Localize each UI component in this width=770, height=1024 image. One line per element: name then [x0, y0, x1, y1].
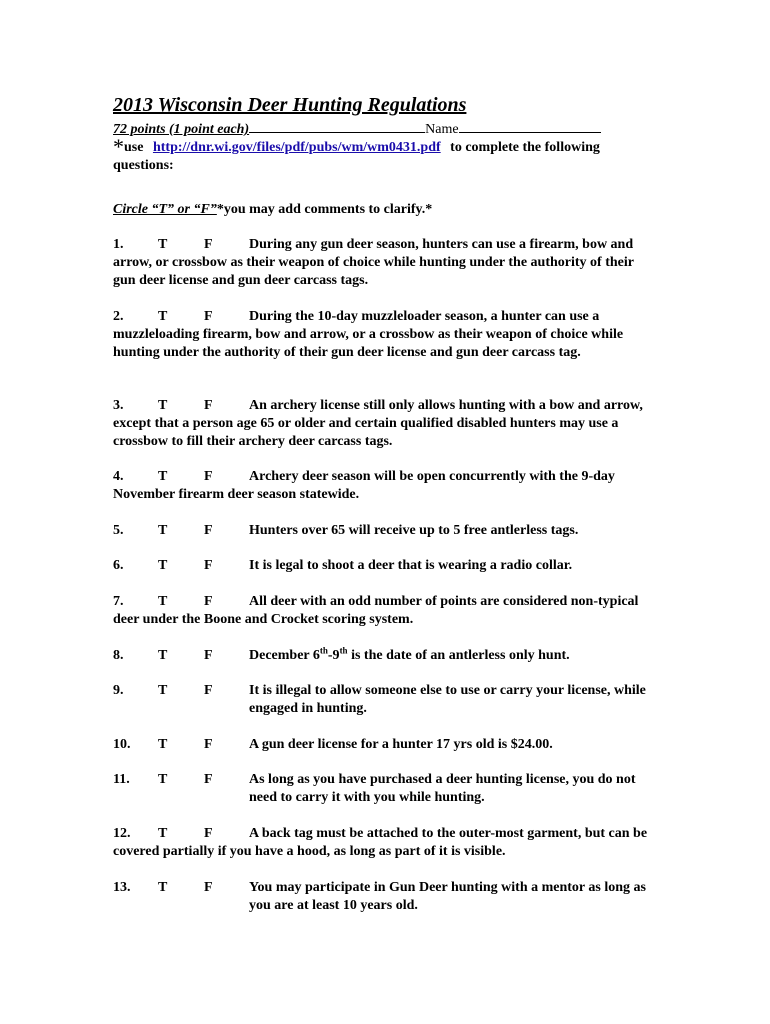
ordinal-suffix-2: th: [339, 645, 348, 656]
points-label: 72 points (1 point each): [113, 122, 250, 137]
false-option[interactable]: F: [204, 772, 213, 787]
question-number: 7.: [113, 594, 124, 609]
question-6: [113, 557, 658, 575]
false-option[interactable]: F: [204, 826, 213, 841]
question-number: 8.: [113, 648, 124, 663]
ordinal-suffix-1: th: [319, 645, 328, 656]
false-option[interactable]: F: [204, 398, 213, 413]
question-11: [113, 771, 658, 807]
false-option[interactable]: F: [204, 469, 213, 484]
false-option[interactable]: F: [204, 237, 213, 252]
true-option[interactable]: T: [158, 880, 168, 895]
true-option[interactable]: T: [158, 648, 168, 663]
true-option[interactable]: T: [158, 469, 168, 484]
circle-label: Circle “T” or “F”: [113, 202, 217, 217]
question-13: [113, 879, 658, 915]
question-2: [113, 308, 658, 362]
question-text: During any gun deer season, hunters can use a firearm, bow and arrow, or crossbow as their weapon of choice while hunting under the authority of their gun deer license and gun deer carcass tags.: [113, 237, 634, 288]
question-number: 3.: [113, 398, 124, 413]
true-option[interactable]: T: [158, 309, 168, 324]
question-number: 10.: [113, 737, 131, 752]
name-label: Name: [425, 122, 459, 137]
question-3: [113, 397, 658, 451]
comment-label: *you may add comments to clarify.*: [216, 202, 433, 217]
points-name-line: [113, 118, 601, 136]
question-9: [113, 682, 658, 718]
true-option[interactable]: T: [158, 683, 168, 698]
question-text: During the 10-day muzzleloader season, a hunter can use a muzzleloading firearm, bow and arrow, or a crossbow as their weapon of choice while hunting under the authority of their gun deer license and gun deer carcass tag.: [113, 309, 624, 360]
name-field[interactable]: [459, 118, 601, 133]
question-text-part-2: -9: [327, 648, 340, 663]
question-number: 2.: [113, 309, 124, 324]
false-option[interactable]: F: [204, 880, 213, 895]
false-option[interactable]: F: [204, 594, 213, 609]
question-text-part-1: December 6: [249, 648, 320, 663]
circle-instruction: [113, 201, 432, 219]
question-number: 1.: [113, 237, 124, 252]
true-option[interactable]: T: [158, 558, 168, 573]
question-number: 9.: [113, 683, 124, 698]
regulations-link[interactable]: http://dnr.wi.gov/files/pdf/pubs/wm/wm0431.pdf: [152, 140, 441, 155]
use-prefix: use: [124, 140, 144, 155]
question-text: It is legal to shoot a deer that is wearing a radio collar.: [249, 558, 573, 573]
question-text: Hunters over 65 will receive up to 5 free antlerless tags.: [249, 523, 579, 538]
question-number: 12.: [113, 826, 131, 841]
question-text: It is illegal to allow someone else to use or carry your license, while engaged in hunting.: [249, 683, 646, 716]
false-option[interactable]: F: [204, 648, 213, 663]
question-text: You may participate in Gun Deer hunting with a mentor as long as you are at least 10 years old.: [249, 880, 646, 913]
use-suffix: to complete the following questions:: [113, 140, 600, 173]
instructions-link-line: [113, 134, 653, 175]
asterisk-icon: *: [113, 134, 124, 159]
points-blank: [249, 118, 425, 133]
question-1: [113, 236, 658, 290]
true-option[interactable]: T: [158, 772, 168, 787]
true-option[interactable]: T: [158, 826, 168, 841]
question-text: A back tag must be attached to the outer-most garment, but can be covered partially if you have a hood, as long as part of it is visible.: [113, 826, 648, 859]
question-12: [113, 825, 658, 861]
question-text: An archery license still only allows hunting with a bow and arrow, except that a person age 65 or older and certain qualified disabled hunters may use a crossbow to fill their archery deer carcass tags.: [113, 398, 643, 449]
true-option[interactable]: T: [158, 237, 168, 252]
question-number: 11.: [113, 772, 130, 787]
question-text: As long as you have purchased a deer hunting license, you do not need to carry it with you while hunting.: [249, 772, 636, 805]
true-option[interactable]: T: [158, 523, 168, 538]
question-7: [113, 593, 658, 629]
question-number: 13.: [113, 880, 131, 895]
question-number: 6.: [113, 558, 124, 573]
question-text: Archery deer season will be open concurrently with the 9-day November firearm deer season statewide.: [113, 469, 615, 502]
question-text-part-3: is the date of an antlerless only hunt.: [347, 648, 570, 663]
false-option[interactable]: F: [204, 683, 213, 698]
question-number: 5.: [113, 523, 124, 538]
false-option[interactable]: F: [204, 309, 213, 324]
question-number: 4.: [113, 469, 124, 484]
question-5: [113, 522, 658, 540]
question-4: [113, 468, 658, 504]
question-8: [113, 647, 658, 665]
false-option[interactable]: F: [204, 737, 213, 752]
true-option[interactable]: T: [158, 398, 168, 413]
false-option[interactable]: F: [204, 523, 213, 538]
true-option[interactable]: T: [158, 737, 168, 752]
question-text: A gun deer license for a hunter 17 yrs old is $24.00.: [249, 737, 553, 752]
question-10: [113, 736, 658, 754]
page-title: 2013 Wisconsin Deer Hunting Regulations: [113, 94, 467, 116]
false-option[interactable]: F: [204, 558, 213, 573]
true-option[interactable]: T: [158, 594, 168, 609]
question-text: All deer with an odd number of points are considered non-typical deer under the Boone and Crocket scoring system.: [113, 594, 639, 627]
